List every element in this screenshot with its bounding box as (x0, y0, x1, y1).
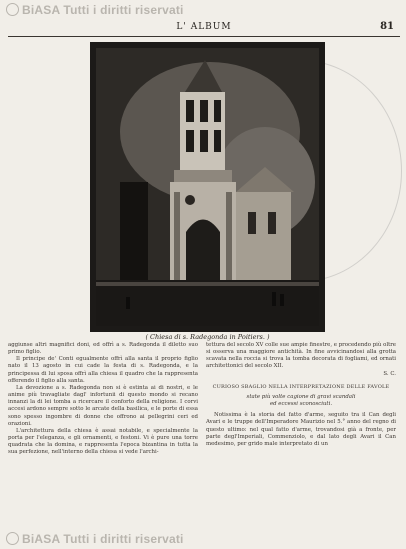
article-subheading-2: ed eccessi sconosciuti. (269, 401, 333, 408)
watermark-text: BiASA Tutti i diritti riservati (22, 3, 184, 17)
copyright-icon (6, 532, 19, 545)
page-header (8, 22, 400, 37)
watermark-bottom (6, 532, 184, 546)
watermark-top (6, 3, 184, 17)
figure-caption: ( Chiesa di s. Radegonda in Poitiers. ) (145, 333, 270, 341)
paragraph: Il principe de' Conti egualmente offrì alla santa il proprio figlio nato il 13 agosto in cui cade la festa di s. Radegonda, e la principessa di lui sposa offrì alla chiesa il quadro che la rappresenta offerendo il figlio alla santa. (8, 356, 198, 384)
paragraph: Notissima è la storia del fatto d'arme, seguito tra il Can degli Avari e le truppe dell'Imperadore Maurizio nel 5.° anno del regno di questo ultimo: nel qual fatto d'arme, trovandosi già a fronte, per parte degl'Imperiali, Commenziolo, e dal lato degli Avari il Can medesimo, per grido male interpretato di un (206, 412, 396, 447)
church-engraving (90, 42, 325, 332)
author-signature: S. C. (383, 370, 396, 377)
paragraph: L'architettura della chiesa è assai notabile, e specialmente la porta per l'eleganza, e gli ornamenti, e festoni. Vi è pure una torre quadrata che la domina, e rappresenta l'epoca bizantina in tutta la sua perfezione, nell'interno della chiesa si vede l'archi- (8, 427, 198, 456)
left-text-column (8, 342, 198, 457)
right-text-column (206, 342, 396, 448)
copyright-icon (6, 3, 19, 16)
paragraph: La devozione a s. Radegonda non si è estinta ai di nostri, e le anime più travagliate dagl' infortunii di questo mondo si recano innanzi la di lei tomba a ricercare il conforto della religione. I corvi accesi ardono sempre sotto le arcate della basilica, e le porte di essa sono spesso ingombre di donne che offrono ai pellegrini ceri ed orazioni. (8, 384, 198, 427)
page-number: 81 (380, 21, 394, 32)
article-subheading-1: state più volte cagione di gravi scandali (246, 393, 356, 400)
paragraph: aggiunse altri magnifici doni, ed offrì a s. Radegonda il diletto suo primo figlio. (8, 342, 198, 356)
watermark-text: BiASA Tutti i diritti riservati (22, 532, 184, 546)
article-heading: CURIOSO SBAGLIO NELLA INTERPRETAZIONE DELLE FAVOLE (212, 383, 390, 390)
page-title: L' ALBUM (176, 22, 232, 32)
paragraph: tettura del secolo XV colle sue ampie finestre, e procedendo più oltre si osserva una maggiore antichità. In fine avvicinandosi alla grotta scavata nella roccia si trova la tomba decorata di fogliami, ed ornati architettonici del secolo XII. (206, 342, 396, 370)
